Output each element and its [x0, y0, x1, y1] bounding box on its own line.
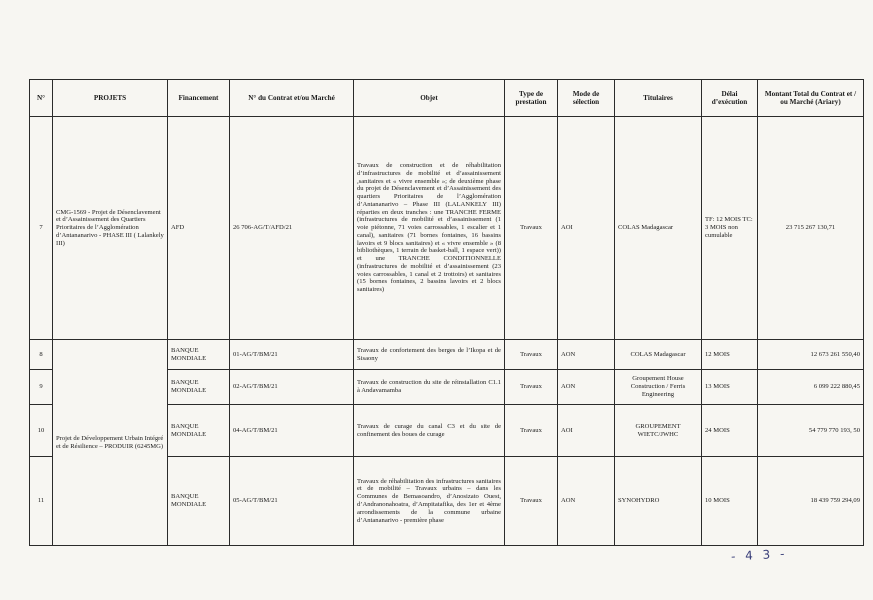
row-financement: BANQUE MONDIALE — [168, 340, 230, 370]
row-financement: BANQUE MONDIALE — [168, 457, 230, 546]
row-delai: 10 MOIS — [702, 457, 758, 546]
row-financement: AFD — [168, 117, 230, 340]
row-titulaire: GROUPEMENT WIETC/JWHC — [615, 405, 702, 457]
row-objet: Travaux de confortement des berges de l’Ikopa et de Sisaony — [354, 340, 505, 370]
row-projet: CMG-1569 - Projet de Désenclavement et d’Assainissement des Quartiers Prioritaires de l’Agglomération d’Antananarivo - PHASE III ( Lalankely III) — [53, 117, 168, 340]
row-titulaire: SYNOHYDRO — [615, 457, 702, 546]
row-montant: 23 715 267 130,71 — [758, 117, 864, 340]
row-montant: 54 779 770 193, 50 — [758, 405, 864, 457]
row-delai: 24 MOIS — [702, 405, 758, 457]
handwritten-page-number: - 4 3 - — [730, 546, 788, 564]
header-contrat: N° du Contrat et/ou Marché — [230, 80, 354, 117]
row-montant: 6 099 222 880,45 — [758, 370, 864, 405]
header-financement: Financement — [168, 80, 230, 117]
row-mode: AON — [558, 340, 615, 370]
row-contrat: 26 706-AG/T/AFD/21 — [230, 117, 354, 340]
row-delai: TF: 12 MOIS TC: 3 MOIS non cumulable — [702, 117, 758, 340]
row-montant: 12 673 261 550,40 — [758, 340, 864, 370]
table-row — [30, 117, 864, 340]
row-type: Travaux — [505, 340, 558, 370]
row-titulaire: COLAS Madagascar — [615, 340, 702, 370]
row-mode: AON — [558, 370, 615, 405]
row-financement: BANQUE MONDIALE — [168, 405, 230, 457]
row-mode: AOI — [558, 117, 615, 340]
row-mode: AON — [558, 457, 615, 546]
header-objet: Objet — [354, 80, 505, 117]
header-projets: PROJETS — [53, 80, 168, 117]
header-mode: Mode de sélection — [558, 80, 615, 117]
row-num: 8 — [30, 340, 53, 370]
contracts-table — [29, 79, 864, 546]
row-type: Travaux — [505, 457, 558, 546]
row-contrat: 01-AG/T/BM/21 — [230, 340, 354, 370]
row-montant: 18 439 759 294,09 — [758, 457, 864, 546]
row-titulaire: COLAS Madagascar — [615, 117, 702, 340]
row-num: 9 — [30, 370, 53, 405]
row-objet: Travaux de curage du canal C3 et du site de confinement des boues de curage — [354, 405, 505, 457]
header-delai: Délai d’exécution — [702, 80, 758, 117]
row-delai: 13 MOIS — [702, 370, 758, 405]
header-num: N° — [30, 80, 53, 117]
row-contrat: 04-AG/T/BM/21 — [230, 405, 354, 457]
header-type: Type de prestation — [505, 80, 558, 117]
header-montant: Montant Total du Contrat et / ou Marché (Ariary) — [758, 80, 864, 117]
row-contrat: 02-AG/T/BM/21 — [230, 370, 354, 405]
row-delai: 12 MOIS — [702, 340, 758, 370]
row-objet: Travaux de construction du site de réinstallation C1.1 à Andavamamba — [354, 370, 505, 405]
row-num: 7 — [30, 117, 53, 340]
row-mode: AOI — [558, 405, 615, 457]
header-titulaires: Titulaires — [615, 80, 702, 117]
row-type: Travaux — [505, 370, 558, 405]
row-contrat: 05-AG/T/BM/21 — [230, 457, 354, 546]
row-num: 10 — [30, 405, 53, 457]
row-objet: Travaux de réhabilitation des infrastructures sanitaires et de mobilité – Travaux urbains – dans les Communes de Bemasoandro, d’Anosizato Ouest, d’Andranonahoatra, d’Ampitatafika, des 1er et 4ème arrondissements de la commune urbaine d’Antananarivo - première phase — [354, 457, 505, 546]
row-titulaire: Groupement House Construction / Ferris Engineering — [615, 370, 702, 405]
row-type: Travaux — [505, 117, 558, 340]
table-row — [30, 340, 864, 370]
row-financement: BANQUE MONDIALE — [168, 370, 230, 405]
row-projet-group: Projet de Développement Urbain Intégré et de Résilience – PRODUIR (6245MG) — [53, 340, 168, 546]
header-row — [30, 80, 864, 117]
row-type: Travaux — [505, 405, 558, 457]
row-objet: Travaux de construction et de réhabilitation d’infrastructures de mobilité et d’assainissement ,sanitaires et « vivre ensemble »; de deuxième phase du projet de Désenclavement et d’Assainissement des quartiers Prioritaires de l’Agglomération d’Antananarivo – Phase III (LALANKELY III) réparties en deux tranches : une TRANCHE FERME (infrastructures de mobilité et d’assainissement (1 voie piétonne, 71 voies carrossables, 1 escalier et 1 canal), sanitaires (71 bornes fontaines, 16 bassins lavoirs et 9 blocs sanitaires) et « vivre ensemble » (8 bibliothèques, 1 terrain de basket-ball, 1 espace vert)) et une TRANCHE CONDITIONNELLE (infrastructures de mobilité et d’assainissement (23 voies carrossables, 1 canal et 2 trottoirs) et sanitaires (15 bornes fontaines, 2 bassins lavoirs et 2 blocs sanitaires) — [354, 117, 505, 340]
row-num: 11 — [30, 457, 53, 546]
